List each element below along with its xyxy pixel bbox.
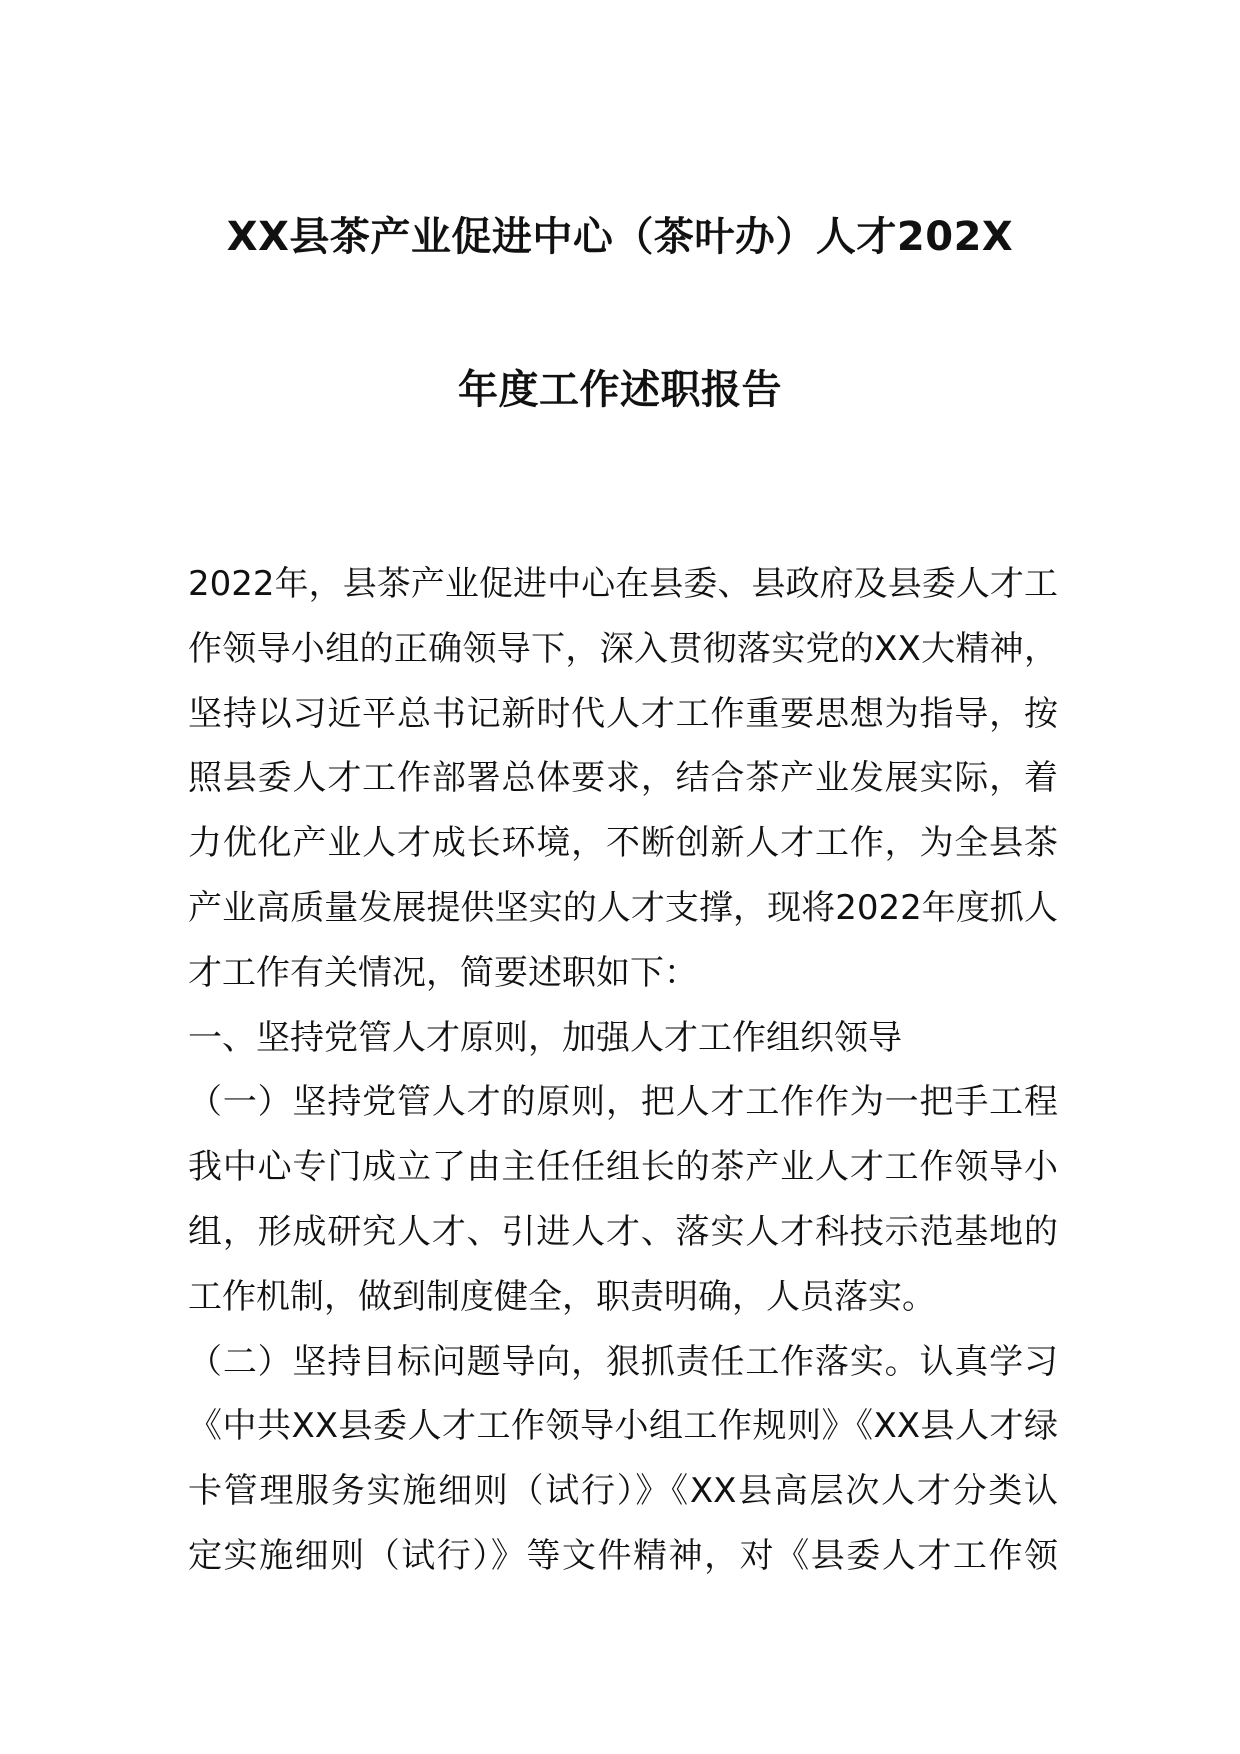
- title-line-1: XX县茶产业促进中心（茶叶办）人才202X: [226, 214, 1014, 260]
- body-line: 工作机制，做到制度健全，职责明确，人员落实。: [188, 1276, 936, 1317]
- body-line: 定实施细则（试行）》等文件精神，对《县委人才工作领: [188, 1535, 1058, 1576]
- body-line: 卡管理服务实施细则（试行）》《XX县高层次人才分类认: [188, 1471, 1058, 1512]
- report-body: [188, 552, 1058, 1589]
- body-line: 力优化产业人才成长环境，不断创新人才工作，为全县茶: [188, 823, 1058, 864]
- subsection-heading: （二）坚持目标问题导向，狠抓责任工作落实。认真学习: [188, 1341, 1058, 1382]
- body-line: 《中共XX县委人才工作领导小组工作规则》《XX县人才绿: [188, 1406, 1058, 1447]
- subsection-heading: （一）坚持党管人才的原则，把人才工作作为一把手工程: [188, 1082, 1058, 1123]
- body-line: 2022年，县茶产业促进中心在县委、县政府及县委人才工: [188, 564, 1058, 604]
- title-line-2: 年度工作述职报告: [458, 367, 782, 413]
- body-line: 照县委人才工作部署总体要求，结合茶产业发展实际，着: [188, 758, 1058, 799]
- section-heading: 一、坚持党管人才原则，加强人才工作组织领导: [188, 1017, 902, 1058]
- body-line: 组，形成研究人才、引进人才、落实人才科技示范基地的: [188, 1211, 1058, 1252]
- body-line: 作领导小组的正确领导下，深入贯彻落实党的XX大精神，: [188, 628, 1058, 669]
- body-line: 产业高质量发展提供坚实的人才支撑，现将2022年度抓人: [188, 887, 1058, 928]
- body-line: 坚持以习近平总书记新时代人才工作重要思想为指导，按: [188, 693, 1058, 734]
- body-line: 我中心专门成立了由主任任组长的茶产业人才工作领导小: [188, 1147, 1058, 1188]
- body-line: 才工作有关情况，简要述职如下：: [188, 952, 698, 993]
